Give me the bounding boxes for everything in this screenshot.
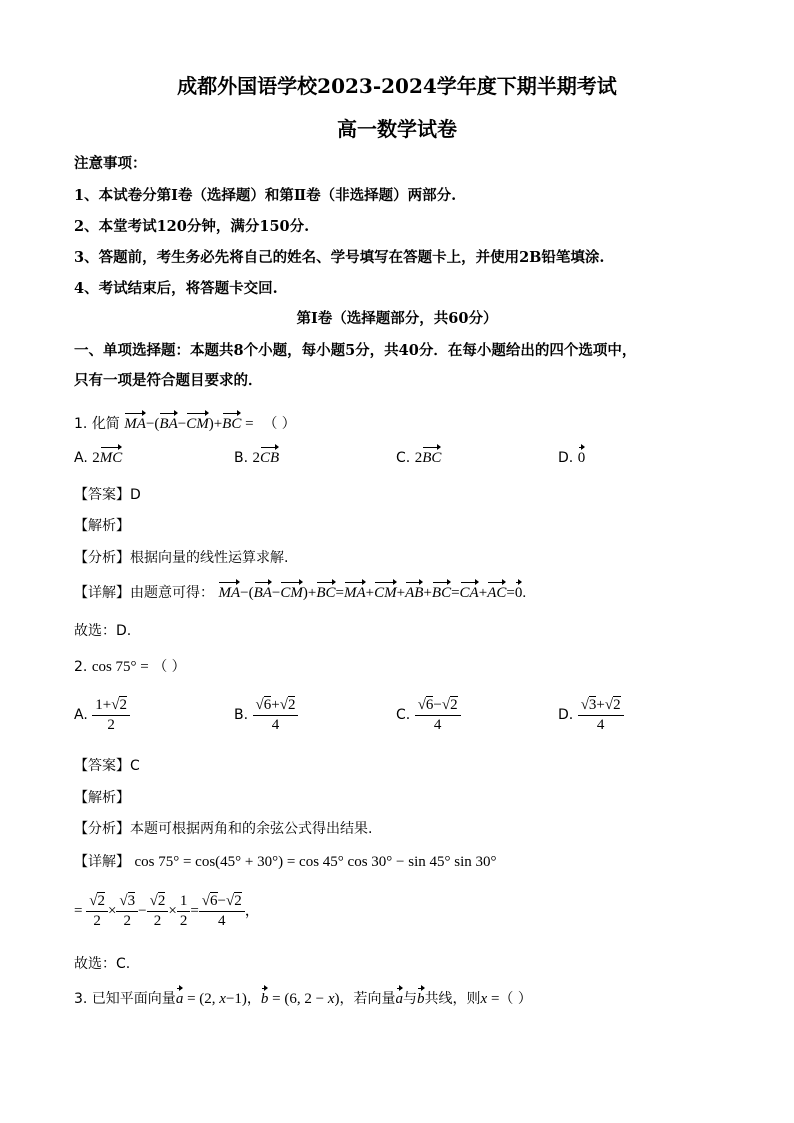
option-c: C. 2BC <box>396 450 442 466</box>
question-3: 3. 已知平面向量a = (2, x−1)，b = (6, 2 − x)，若向量a与b共线，则x =（ ） <box>74 991 532 1007</box>
question-number: 1. <box>74 416 88 432</box>
question-number: 2. <box>74 659 88 675</box>
question-1 <box>74 413 296 433</box>
option-c: C. $\frac{√6-√2}{4}$ <box>396 697 461 734</box>
option-d: D. $\frac{√3+√2}{4}$ <box>558 697 624 734</box>
fenxi-row: 【分析】本题可根据两角和的余弦公式得出结果. <box>74 821 373 837</box>
conclusion: 故选：C. <box>74 956 131 972</box>
answer-paren: （ ） <box>153 659 186 675</box>
question-prompt: 化简 <box>91 416 120 432</box>
option-d: D. 0 <box>558 450 586 466</box>
fenxi-row: 【分析】根据向量的线性运算求解. <box>74 550 289 566</box>
notes-heading: 注意事项： <box>74 155 147 172</box>
conclusion: 故选：D. <box>74 623 132 639</box>
exam-subtitle: 高一数学试卷 <box>337 117 457 141</box>
answer-paren: （ ） <box>263 416 296 432</box>
q1-expression: MA−(BA−CM)+BC = <box>124 416 254 432</box>
note-item: 4、考试结束后，将答题卡交回. <box>74 280 278 297</box>
analysis-tag: 【解析】 <box>74 790 130 806</box>
option-b: B. $\frac{√6+√2}{4}$ <box>234 697 298 734</box>
part1-heading: 第Ⅰ卷（选择题部分，共60分） <box>296 310 498 327</box>
question-2 <box>74 656 186 676</box>
q1-detail-expression: MA−(BA−CM)+BC=MA+CM+AB+BC=CA+AC=0. <box>218 585 527 601</box>
answer-row: 【答案】C <box>74 758 140 774</box>
note-item: 1、本试卷分第Ⅰ卷（选择题）和第Ⅱ卷（非选择题）两部分. <box>74 187 457 204</box>
section-instructions-line2: 只有一项是符合题目要求的． <box>74 372 263 389</box>
exam-title: 成都外国语学校2023-2024学年度下期半期考试 <box>177 74 617 98</box>
note-item: 3、答题前，考生务必先将自己的姓名、学号填写在答题卡上，并使用2B铅笔填涂. <box>74 249 605 266</box>
note-item: 2、本堂考试120分钟，满分150分. <box>74 218 310 235</box>
answer-row: 【答案】D <box>74 487 141 503</box>
detail-continuation: = $\frac{√2}{2}$ × $\frac{√3}{2}$ − $\frac{√2}{2}$ × $\frac{1}{2}$ = $\frac{√6-√2}{4}$ ， <box>74 893 260 929</box>
option-b: B. 2CB <box>234 450 280 466</box>
option-a: A. $\frac{1+√2}{2}$ <box>74 697 130 734</box>
q2-expression: cos 75° = <box>91 659 149 675</box>
detail-row: 【详解】 cos 75° = cos(45° + 30°) = cos 45° cos 30° − sin 45° sin 30° <box>74 854 497 870</box>
option-a: A. 2MC <box>74 450 123 466</box>
question-number: 3. <box>74 991 88 1007</box>
q2-detail-expression: cos 75° = cos(45° + 30°) = cos 45° cos 30° − sin 45° sin 30° <box>134 854 497 870</box>
section-instructions-line1: 一、单项选择题：本题共8个小题，每小题5分，共40分．在每小题给出的四个选项中， <box>74 342 637 359</box>
analysis-tag: 【解析】 <box>74 518 130 534</box>
detail-row: 【详解】由题意可得： MA−(BA−CM)+BC=MA+CM+AB+BC=CA+AC=0. <box>74 585 527 601</box>
